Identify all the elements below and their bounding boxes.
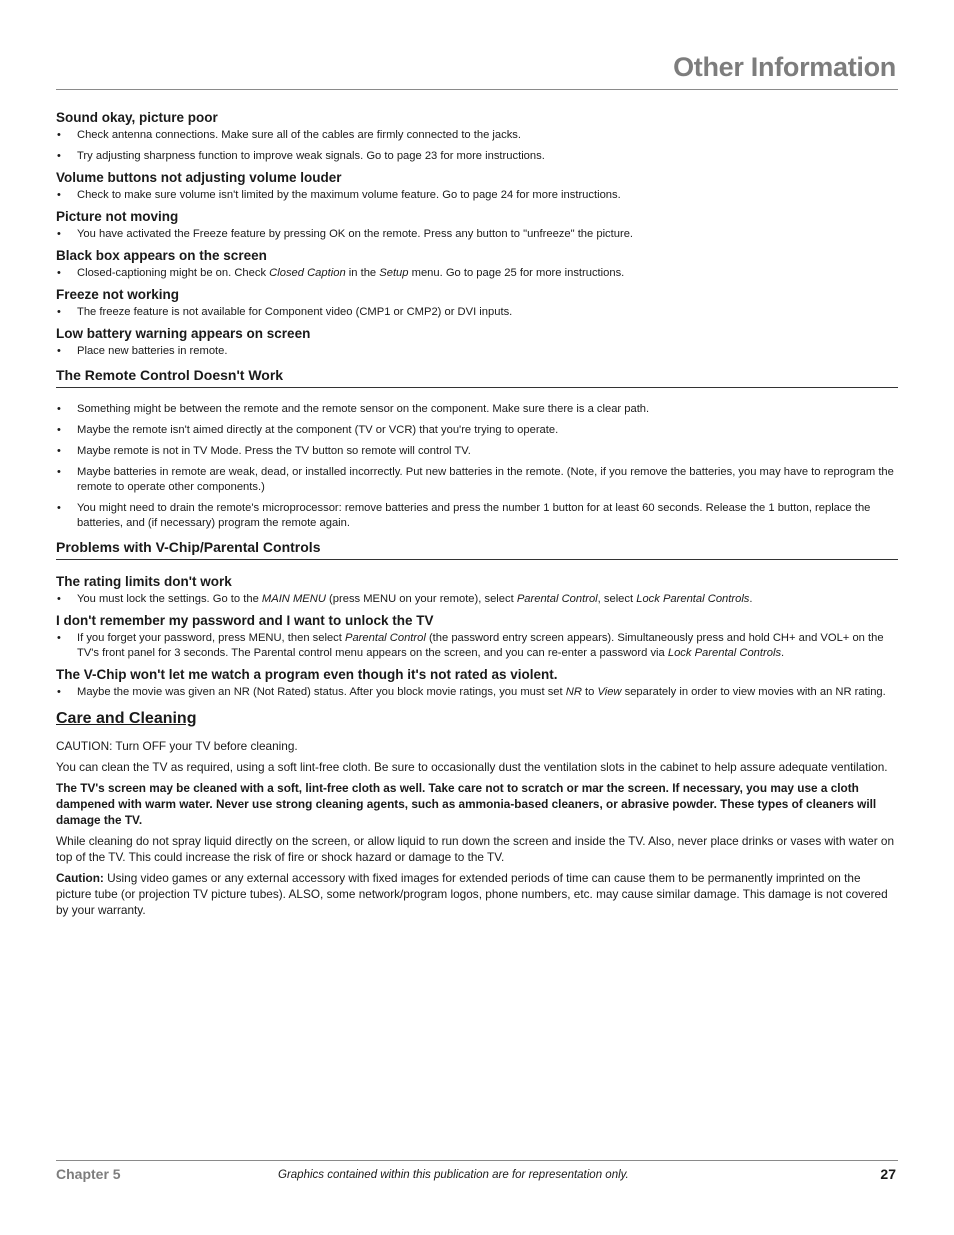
list-item: • Maybe batteries in remote are weak, dead, or installed incorrectly. Put new batteries in the remote. (Note, if you remove the batteries, you may have to reprogram the remote to operate other components.) [56, 465, 898, 495]
text-run-italic: Setup [379, 267, 409, 279]
trouble-heading: The rating limits don't work [56, 574, 232, 589]
text-run: Using video games or any external accessory with fixed images for extended periods of time can cause them to be permanently imprinted on the picture tube (or projection TV picture tubes). ALSO, some network/program logos, phone numbers, etc. may cause similar damage. This damage is not covered by your warranty. [56, 871, 888, 917]
care-paragraph: While cleaning do not spray liquid directly on the screen, or allow liquid to run down the screen and inside the TV. Also, never place drinks or vases with water on top of the TV. This could increase the risk of fire or shock hazard or damage to the TV. [56, 834, 895, 864]
text-run: (the password entry screen appears). Simultaneously press and hold CH+ and VOL+ on the TV's front panel for 3 seconds. The Parental control menu appears on the screen, and you can re-enter a password via [77, 632, 884, 659]
list-item: • Maybe the remote isn't aimed directly at the component (TV or VCR) that you're trying to operate. [56, 423, 898, 438]
trouble-heading: The V-Chip won't let me watch a program even though it's not rated as violent. [56, 667, 558, 682]
trouble-heading: Black box appears on the screen [56, 248, 267, 263]
bullet-list [56, 685, 898, 700]
care-paragraph: You can clean the TV as required, using a soft lint-free cloth. Be sure to occasionally dust the ventilation slots in the cabinet to help assure adequate ventilation. [56, 760, 888, 774]
text-run-italic: Parental Control [516, 593, 598, 605]
care-paragraph [56, 870, 898, 918]
page-number: 27 [880, 1166, 896, 1182]
text-run-italic: MAIN MENU [261, 593, 326, 605]
list-item [56, 685, 898, 700]
title-rule [56, 89, 898, 90]
text-run: Maybe the movie was given an NR (Not Rated) status. After you block movie ratings, you must set [77, 686, 566, 698]
text-run-italic: Lock Parental Controls [667, 647, 782, 659]
list-item [56, 592, 898, 607]
text-run-italic: NR [565, 686, 582, 698]
trouble-item [56, 667, 898, 700]
footer-note: Graphics contained within this publication are for representation only. [278, 1169, 629, 1181]
trouble-heading: Low battery warning appears on screen [56, 326, 311, 341]
trouble-item [56, 209, 898, 242]
bullet-list [56, 128, 898, 164]
bullet-list [56, 305, 898, 320]
trouble-item [56, 170, 898, 203]
trouble-item [56, 110, 898, 164]
caution-label: Caution: [56, 871, 104, 885]
list-item [56, 631, 898, 661]
text-run-italic: View [597, 686, 622, 698]
trouble-heading: I don't remember my password and I want to unlock the TV [56, 613, 434, 628]
text-run: , select [597, 593, 637, 605]
text-run: If you forget your password, press MENU, then select [77, 632, 345, 644]
text-run-italic: Closed Caption [269, 267, 346, 279]
text-run: to [581, 686, 598, 698]
bullet-list [56, 266, 898, 281]
list-item: • You have activated the Freeze feature by pressing OK on the remote. Press any button to "unfreeze" the picture. [56, 227, 898, 242]
bullet-list [56, 402, 898, 531]
list-item: • Check antenna connections. Make sure all of the cables are firmly connected to the jacks. [56, 128, 898, 143]
trouble-heading: Freeze not working [56, 287, 180, 302]
list-item: • Check to make sure volume isn't limited by the maximum volume feature. Go to page 24 for more instructions. [56, 188, 898, 203]
bullet-list [56, 344, 898, 359]
text-run: separately in order to view movies with an NR rating. [621, 686, 886, 698]
section-heading-care: Care and Cleaning [56, 710, 197, 727]
page-title: Other Information [673, 52, 896, 82]
care-paragraph-bold: The TV's screen may be cleaned with a soft, lint-free cloth as well. Take care not to scratch or mar the screen. If necessary, you may use a cloth dampened with warm water. Never use strong cleaning agents, such as ammonia-based cleaners, or abrasive powder. These types of cleaners will damage the TV. [56, 781, 877, 827]
list-item: • Place new batteries in remote. [56, 344, 898, 359]
page-content [56, 110, 898, 923]
trouble-item [56, 613, 898, 661]
bullet-list [56, 227, 898, 242]
trouble-item [56, 326, 898, 359]
list-item [56, 266, 898, 281]
text-run: Closed-captioning might be on. Check [77, 267, 270, 279]
bullet-list [56, 631, 898, 661]
list-item: • Something might be between the remote and the remote sensor on the component. Make sure there is a clear path. [56, 402, 898, 417]
text-run: . [781, 647, 785, 659]
section-heading-remote: The Remote Control Doesn't Work [56, 367, 898, 388]
list-item: • Try adjusting sharpness function to improve weak signals. Go to page 23 for more instructions. [56, 149, 898, 164]
care-caution: CAUTION: Turn OFF your TV before cleaning. [56, 739, 298, 753]
bullet-list [56, 188, 898, 203]
text-run-italic: Lock Parental Controls [636, 593, 750, 605]
trouble-heading: Picture not moving [56, 209, 179, 224]
trouble-item [56, 287, 898, 320]
text-run: (press MENU on your remote), select [325, 593, 517, 605]
list-item: • The freeze feature is not available for Component video (CMP1 or CMP2) or DVI inputs. [56, 305, 898, 320]
text-run: . [749, 593, 753, 605]
list-item: • You might need to drain the remote's microprocessor: remove batteries and press the number 1 button for at least 60 seconds. Release the 1 button, replace the batteries, and (if necessary) program the remote again. [56, 501, 898, 531]
chapter-label: Chapter 5 [56, 1166, 121, 1182]
footer-rule [56, 1160, 898, 1161]
bullet-list [56, 592, 898, 607]
trouble-item [56, 574, 898, 607]
trouble-heading: Sound okay, picture poor [56, 110, 218, 125]
list-item: • Maybe remote is not in TV Mode. Press the TV button so remote will control TV. [56, 444, 898, 459]
trouble-item [56, 248, 898, 281]
trouble-heading: Volume buttons not adjusting volume louder [56, 170, 342, 185]
text-run: You must lock the settings. Go to the [77, 593, 262, 605]
text-run: in the [345, 267, 380, 279]
section-heading-vchip: Problems with V-Chip/Parental Controls [56, 539, 898, 560]
text-run-italic: Parental Control [345, 632, 426, 644]
text-run: menu. Go to page 25 for more instructions. [408, 267, 625, 279]
